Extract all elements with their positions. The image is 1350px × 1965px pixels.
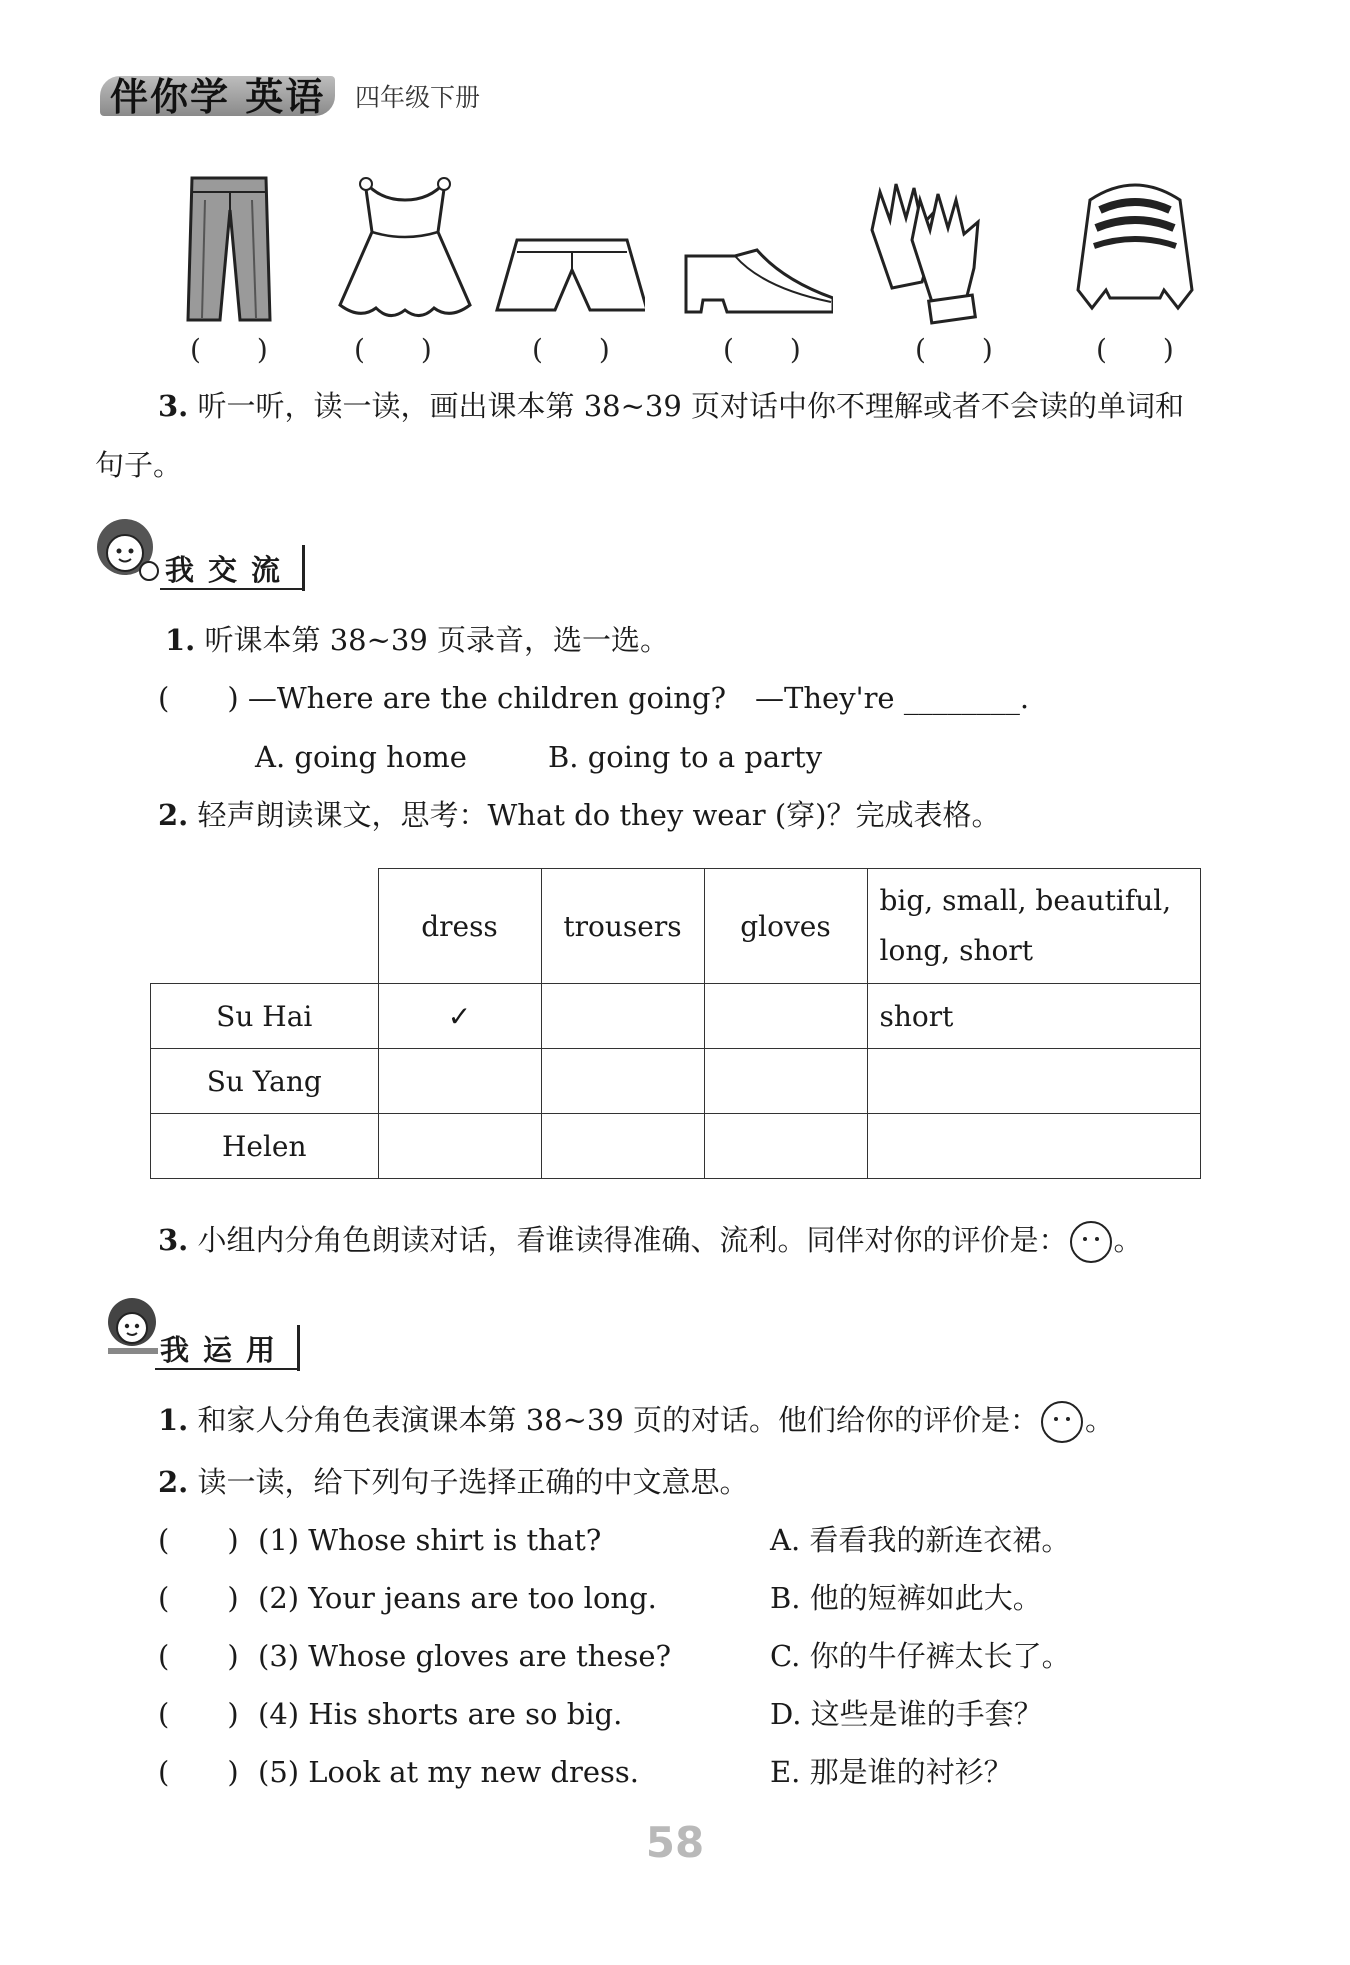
option-b: B. going to a party (548, 740, 823, 774)
shorts-icon (495, 170, 645, 330)
table-row (151, 1049, 1201, 1114)
match-chinese: C. 你的牛仔裤太长了。 (770, 1639, 1071, 1673)
exchange-q1-prompt (165, 620, 669, 660)
row-name: Su Yang (151, 1049, 379, 1114)
match-chinese: A. 看看我的新连衣裙。 (770, 1523, 1071, 1557)
row-name: Su Hai (151, 984, 379, 1049)
use-q2 (158, 1462, 749, 1502)
cell-dress[interactable] (378, 1114, 541, 1179)
task3-line1 (158, 386, 1184, 426)
cell-gloves[interactable] (704, 1114, 867, 1179)
cell-gloves[interactable] (704, 1049, 867, 1114)
cell-dress[interactable] (378, 1049, 541, 1114)
girl-avatar-icon (98, 1292, 168, 1362)
match-chinese: D. 这些是谁的手套？ (770, 1697, 1043, 1731)
match-blank[interactable]: ( ) (158, 1639, 239, 1673)
adjectives-line2: long, short (879, 934, 1033, 967)
table-row (151, 984, 1201, 1049)
cell-trousers[interactable] (541, 1049, 704, 1114)
cell-adjective[interactable] (867, 1049, 1200, 1114)
cell-gloves[interactable] (704, 984, 867, 1049)
header-dress: dress (378, 869, 541, 984)
shoe-icon (683, 170, 833, 330)
exchange-q2-prompt (158, 795, 1000, 835)
blank-trousers[interactable]: ( ) (190, 333, 268, 366)
match-blank[interactable]: ( ) (158, 1581, 239, 1615)
task3-line2: 句子。 (95, 448, 183, 482)
section-divider (302, 545, 305, 591)
blank-gloves[interactable]: ( ) (915, 333, 993, 366)
cell-dress[interactable]: ✓ (378, 984, 541, 1049)
exchange-q3-number: 3. (158, 1223, 189, 1257)
cell-adjective[interactable] (867, 1114, 1200, 1179)
header-trousers: trousers (541, 869, 704, 984)
blank-shorts[interactable]: ( ) (532, 333, 610, 366)
grade-label: 四年级下册 (355, 83, 481, 112)
answer-blank[interactable]: ( ) (158, 681, 239, 715)
sentence-end: 。 (1113, 1223, 1143, 1257)
blank-dress[interactable]: ( ) (354, 333, 432, 366)
task3-number: 3. (158, 389, 189, 423)
use-q1 (158, 1400, 1114, 1443)
use-q1-text: 和家人分角色表演课本第 38~39 页的对话。他们给你的评价是： (197, 1403, 1040, 1437)
page-number: 58 (645, 1818, 705, 1867)
exchange-q3 (158, 1220, 1143, 1263)
row-name: Helen (151, 1114, 379, 1179)
dress-icon (330, 170, 480, 330)
header-adjectives (867, 869, 1200, 984)
use-q2-number: 2. (158, 1465, 189, 1499)
exchange-q2-text: 轻声朗读课文，思考：What do they wear (穿)？完成表格。 (197, 798, 1001, 832)
exchange-q1-text: 听课本第 38~39 页录音，选一选。 (204, 623, 670, 657)
header-gloves: gloves (704, 869, 867, 984)
match-blank[interactable]: ( ) (158, 1697, 239, 1731)
match-english: (2) Your jeans are too long. (258, 1581, 657, 1615)
use-q2-text: 读一读，给下列句子选择正确的中文意思。 (197, 1465, 749, 1499)
section-underline (155, 1368, 300, 1370)
match-english: (1) Whose shirt is that? (258, 1523, 602, 1557)
sentence-end: 。 (1085, 1403, 1115, 1437)
table-header-row (151, 869, 1201, 984)
match-blank[interactable]: ( ) (158, 1755, 239, 1789)
child-avatar-icon (93, 515, 163, 585)
section-exchange-title: 我交流 (165, 553, 295, 587)
match-chinese: E. 那是谁的衬衫？ (770, 1755, 1013, 1789)
section-divider (297, 1325, 300, 1371)
exchange-q2-number: 2. (158, 798, 189, 832)
match-english: (4) His shorts are so big. (258, 1697, 623, 1731)
cell-trousers[interactable] (541, 984, 704, 1049)
exchange-q1-number: 1. (165, 623, 196, 657)
adjectives-line1: big, small, beautiful, (879, 884, 1172, 917)
task3-text: 听一听，读一读，画出课本第 38~39 页对话中你不理解或者不会读的单词和 (197, 389, 1185, 423)
trousers-icon (180, 170, 330, 330)
section-underline (160, 588, 305, 590)
match-english: (3) Whose gloves are these? (258, 1639, 672, 1673)
section-use-title: 我运用 (160, 1333, 290, 1367)
brand-title: 伴你学 英语 (110, 75, 326, 119)
blank-sweater[interactable]: ( ) (1096, 333, 1174, 366)
blank-shoe[interactable]: ( ) (723, 333, 801, 366)
option-a: A. going home (255, 740, 467, 774)
use-q1-number: 1. (158, 1403, 189, 1437)
smiley-face-icon[interactable] (1041, 1401, 1083, 1443)
sweater-icon (1060, 170, 1210, 330)
cell-adjective[interactable]: short (867, 984, 1200, 1049)
table-corner (151, 869, 379, 984)
gloves-icon (862, 170, 1012, 330)
table-row (151, 1114, 1201, 1179)
clothing-table (150, 868, 1201, 1179)
cell-trousers[interactable] (541, 1114, 704, 1179)
exchange-q3-text: 小组内分角色朗读对话，看谁读得准确、流利。同伴对你的评价是： (197, 1223, 1068, 1257)
match-chinese: B. 他的短裤如此大。 (770, 1581, 1042, 1615)
smiley-face-icon[interactable] (1070, 1221, 1112, 1263)
match-blank[interactable]: ( ) (158, 1523, 239, 1557)
question-text: —Where are the children going? —They're ________. (247, 681, 1030, 715)
match-english: (5) Look at my new dress. (258, 1755, 639, 1789)
exchange-q1-question (158, 678, 1029, 718)
